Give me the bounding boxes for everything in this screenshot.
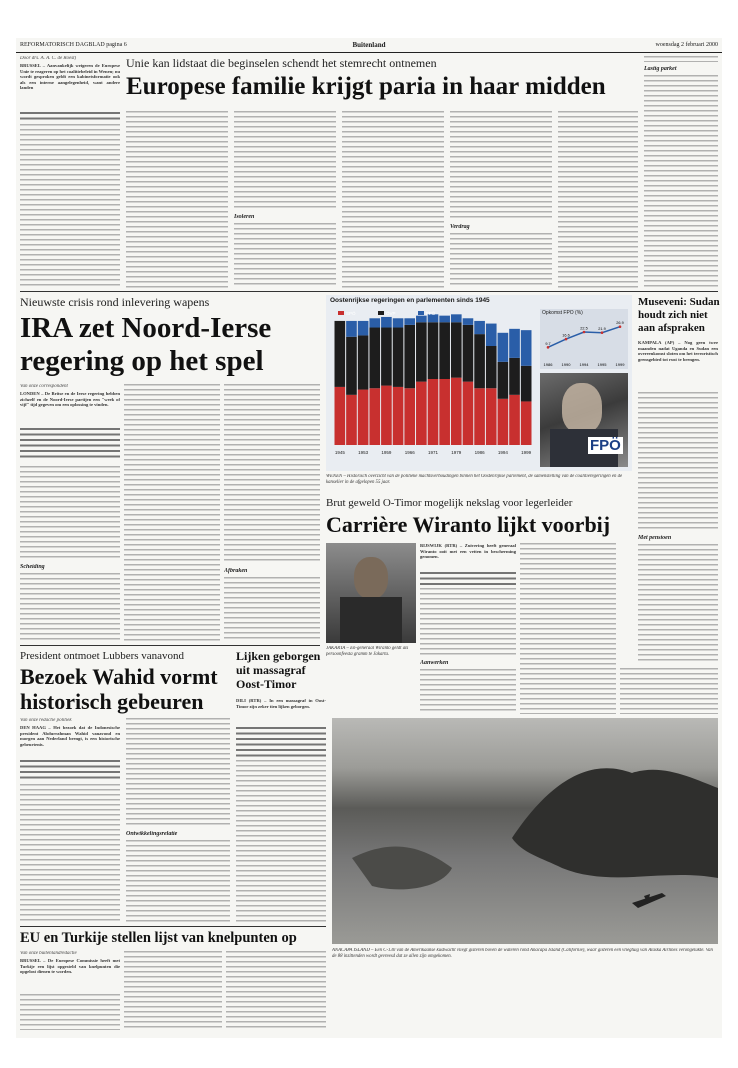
chart-bar--vp-1949 [346, 337, 357, 395]
chart-bar-sp--1962 [393, 387, 404, 445]
story2-headline: IRA zet Noord-Ierse regering op het spel [20, 312, 272, 377]
story2-sub-scheiding: Scheiding [20, 564, 45, 570]
inset-point-1990 [565, 338, 568, 341]
anacapa-photo-shapes [332, 718, 718, 944]
story4-lead-more [420, 572, 516, 586]
divider [20, 291, 718, 292]
legend-label: ÖVP [386, 311, 396, 316]
inset-point-1999 [619, 325, 622, 328]
chart-bar-sp--1959 [381, 386, 392, 445]
inset-tick-label: 1990 [561, 362, 571, 367]
story4-sub-aanwerken: Aanwerken [420, 660, 449, 666]
story1-lead-more [20, 112, 120, 120]
chart-bar-sp--1994 [498, 399, 509, 445]
story5-sub-relatie: Ontwikkelingsrelatie [126, 831, 178, 837]
chart-bar-fp--1994 [498, 333, 509, 362]
story4-col2b [420, 669, 516, 714]
story4-col2a [420, 588, 516, 658]
fpo-logo: FPÖ [590, 437, 621, 454]
chart-tick-label: 1999 [521, 450, 532, 455]
inset-tick-label: 1999 [615, 362, 625, 367]
story2-col3a [224, 384, 320, 564]
divider [20, 926, 326, 927]
chart-bar-fp--1966 [404, 318, 415, 325]
chart-bar--vp-1995 [509, 358, 520, 395]
chart-bar-sp--1979 [451, 378, 462, 445]
story7-col3 [226, 951, 326, 1030]
story3-col2 [638, 544, 718, 664]
story5-kicker: President ontmoet Lubbers vanavond [20, 650, 185, 662]
chart-bar--vp-1959 [381, 328, 392, 386]
legend-label: FPÖ [426, 311, 436, 316]
story6-col [236, 760, 326, 922]
chart-bar--vp-1983 [463, 325, 474, 382]
chart-bar--vp-1994 [498, 362, 509, 399]
divider [20, 645, 320, 646]
face-shape [354, 557, 388, 599]
rock-left [352, 847, 452, 890]
story6-lead: DILI (RTR) – In een massagraf in Oost-Timor zijn zeker tien lijken geborgen. [236, 698, 326, 709]
story7-lead: BRUSSEL – De Europese Commissie heeft met Turkije een lijst opgesteld van knelpunten die opgelost dienen te worden. [20, 958, 120, 975]
chart-tick-label: 1979 [451, 450, 462, 455]
chart-bar-fp--1959 [381, 317, 392, 328]
story5-col1 [20, 784, 120, 922]
legend-swatch-fp- [418, 311, 424, 315]
story4-kicker: Brut geweld O-Timor mogelijk nekslag voor legerleider [326, 497, 573, 509]
chart-bar-fp--1999 [521, 330, 532, 366]
header-date: woensdag 2 februari 2000 [655, 42, 718, 48]
chart-bar-sp--1949 [346, 395, 357, 445]
story1-col4 [342, 111, 444, 288]
chart-caption: WENEN – Historisch overzicht van de politieke machtsverhoudingen binnen het Oostenrijkse parlement, de samenstelling van de coalitieregeringen en de kanselier in de afgelopen 55 jaar. [326, 474, 623, 485]
story1-headline: Europese familie krijgt paria in haar midden [126, 73, 606, 100]
story7-col2 [124, 951, 222, 1030]
story5-lead-more [20, 760, 120, 780]
chart-tick-label: 1953 [358, 450, 369, 455]
inset-tick-label: 1986 [543, 362, 553, 367]
header-section: Buitenland [352, 41, 386, 49]
chart-bar-sp--1990 [486, 388, 497, 445]
chart-bar--vp-1979 [451, 322, 462, 377]
wiranto-photo [326, 543, 416, 643]
island-cliff [512, 768, 718, 878]
inset-svg [542, 317, 626, 367]
chart-bar-fp--1956 [369, 318, 380, 327]
story2-byline: Van onze correspondent [20, 384, 68, 389]
chart-bar-sp--1971 [428, 379, 439, 445]
story1-col3b [234, 223, 336, 288]
page-header [16, 38, 722, 53]
newspaper-page [16, 38, 722, 1038]
story2-col3b [224, 577, 320, 641]
story2-lead-more [20, 428, 120, 460]
story1-col7a [644, 56, 718, 62]
chart-bar-sp--1966 [404, 388, 415, 445]
chart-bar--vp-1975 [439, 322, 450, 379]
chart-bar-sp--1995 [509, 395, 520, 445]
story5-col2b [126, 840, 230, 922]
chart-bar-fp--1975 [439, 316, 450, 323]
story3-col [638, 392, 718, 532]
legend-swatch-sp- [338, 311, 344, 315]
inset-value-label: 22.5 [580, 326, 588, 331]
story2-col2 [124, 384, 220, 641]
story1-col3a [234, 111, 336, 211]
story1-lead: BRUSSEL – Aanvankelijk weigeren de Europese Unie te reageren op het coalitiebeleid in Wenen; nu wordt gesproken geldt een kabinetsformatie ook als een interne aangelegenheid, want andere landen [20, 63, 120, 91]
inset-tick-label: 1995 [597, 362, 607, 367]
legend-swatch--vp [378, 311, 384, 315]
chart-bar--vp-1953 [358, 335, 369, 389]
chart-bar-sp--1999 [521, 401, 532, 445]
story2-sub-afbraken: Afbraken [224, 568, 248, 574]
story1-col2 [126, 111, 228, 288]
chart-bar-fp--1962 [393, 318, 404, 327]
story2-col1a [20, 466, 120, 561]
story1-col5b [450, 233, 552, 288]
chart-bar--vp-1956 [369, 328, 380, 389]
chart-bar-sp--1986 [474, 388, 485, 445]
story6-kicker: Lijken geborgen uit massagraf Oost-Timor [236, 649, 321, 691]
story5-headline: Bezoek Wahid vormt historisch gebeuren [20, 664, 218, 714]
chart-bar--vp-1999 [521, 366, 532, 402]
story5-col2a [126, 718, 230, 828]
inset-value-label: 26.9 [616, 321, 624, 326]
inset-label: Opkomst FPÖ (%) [542, 310, 583, 316]
chart-bar--vp-1990 [486, 346, 497, 388]
story2-col1b [20, 573, 120, 641]
story2-kicker: Nieuwste crisis rond inlevering wapens [20, 295, 210, 309]
chart-tick-label: 1945 [334, 450, 345, 455]
story3-lead: KAMPALA (AP) – Nog geen twee maanden nadat Uganda en Sudan een overeenkomst sloten om het terroristisch grensgebied tot rust te brengen. [638, 340, 718, 362]
chart-bar-sp--1945 [335, 387, 346, 445]
story4-col4 [620, 668, 718, 714]
anacapa-photo [332, 718, 718, 944]
plane-silhouette [632, 893, 666, 908]
chart-title: Oostenrijkse regeringen en parlementen sinds 1945 [330, 297, 490, 304]
face-shape [562, 383, 602, 433]
uniform-shape [340, 597, 402, 643]
story1-sub-isoleren: Isoleren [234, 214, 255, 220]
chart-bar-fp--1970 [416, 316, 427, 323]
story1-col6 [558, 111, 638, 288]
story1-kicker: Unie kan lidstaat die beginselen schendt het stemrecht ontnemen [126, 56, 437, 70]
chart-tick-label: 1971 [427, 450, 439, 455]
story4-col3 [520, 543, 616, 714]
story3-sub-pensioen: Met pensioen [638, 535, 672, 541]
story3-kicker: Museveni: Sudan houdt zich niet aan afspraken [638, 296, 720, 334]
chart-bar-fp--1949 [346, 321, 357, 337]
story1-col5a [450, 111, 552, 221]
austria-chart-box [326, 295, 632, 471]
chart-bar-fp--1986 [474, 321, 485, 334]
chart-tick-label: 1959 [381, 450, 392, 455]
inset-value-label: 9.7 [545, 341, 551, 346]
wiranto-caption: JAKARTA – En-generaal Wiranto geldt als persoonfeesta gramm te Jakarta. [326, 646, 409, 657]
inset-value-label: 21.9 [598, 327, 606, 332]
chart-bar-sp--1970 [416, 382, 427, 445]
inset-value-label: 16.6 [562, 333, 570, 338]
chart-bar--vp-1962 [393, 328, 404, 387]
anacapa-caption: ANACAPA ISLAND – Een C-130 van de Amerikaanse kustwacht vliegt gisteren boven de wateren rond Anacapa Island (Californië), waar gisteren een vliegtuig van Alaska Airlines verongelukte. Van de 88 inzittenden wordt gevreesd dat ze allen zijn omgekomen. [332, 948, 713, 959]
story6-lead-more [236, 727, 326, 757]
inset-tick-label: 1994 [579, 362, 589, 367]
chart-bar--vp-1966 [404, 325, 415, 388]
chart-bar-sp--1983 [463, 382, 474, 445]
story7-col1 [20, 994, 120, 1030]
chart-bar--vp-1971 [428, 322, 439, 379]
header-left: REFORMATORISCH DAGBLAD pagina 6 [20, 42, 127, 48]
story5-byline: Van onze redactie politiek [20, 718, 72, 723]
story4-lead: BIJSWIJK (RTR) – Zuivering heeft generaal Wiranto ooit met een vetten in bescherming genomen. [420, 543, 516, 560]
chart-svg [330, 309, 536, 457]
chart-inset [540, 309, 628, 369]
politician-photo [540, 373, 628, 467]
story7-byline: Van onze buitenlandredactie [20, 951, 77, 956]
chart-bar-fp--1979 [451, 314, 462, 322]
chart-bar-sp--1956 [369, 388, 380, 445]
chart-bar-fp--1995 [509, 329, 520, 358]
story1-byline: Door drs. A. A. C. de Roest) [20, 56, 77, 61]
story4-headline: Carrière Wiranto lijkt voorbij [326, 512, 611, 537]
inset-point-1994 [583, 331, 586, 334]
chart-bar--vp-1986 [474, 334, 485, 388]
story2-lead: LONDEN – De Britse en de Ierse regering hebben zichzelf en de Noord-Ierse partijen een "week of vijf" tijd gegeven om een oplossing te vinden. [20, 391, 120, 408]
story1-sub-verdrag: Verdrag [450, 224, 470, 230]
story5-lead: DEN HAAG – Het bezoek dat de Indonesische president Abdurrahman Wahid vanavond en morgen aan Nederland brengt, is een historische gebeurtenis. [20, 725, 120, 747]
story1-col1 [20, 124, 120, 288]
inset-point-1986 [547, 346, 550, 349]
inset-point-1995 [601, 331, 604, 334]
chart-bar-sp--1975 [439, 379, 450, 445]
chart-bar--vp-1945 [335, 321, 346, 387]
chart-bar--vp-1970 [416, 322, 427, 381]
chart-bar-fp--1983 [463, 318, 474, 325]
chart-tick-label: 1986 [474, 450, 485, 455]
chart-bar-fp--1953 [358, 321, 369, 336]
story1-sub-lastig: Lastig parket [644, 66, 677, 72]
chart-bar-fp--1990 [486, 324, 497, 346]
story7-kicker: EU en Turkije stellen lijst van knelpunten op [20, 930, 297, 946]
chart-bar-sp--1953 [358, 390, 369, 445]
legend-label: SPÖ [346, 311, 356, 316]
story1-col7b [644, 75, 718, 288]
chart-tick-label: 1994 [497, 450, 508, 455]
chart-tick-label: 1966 [404, 450, 415, 455]
